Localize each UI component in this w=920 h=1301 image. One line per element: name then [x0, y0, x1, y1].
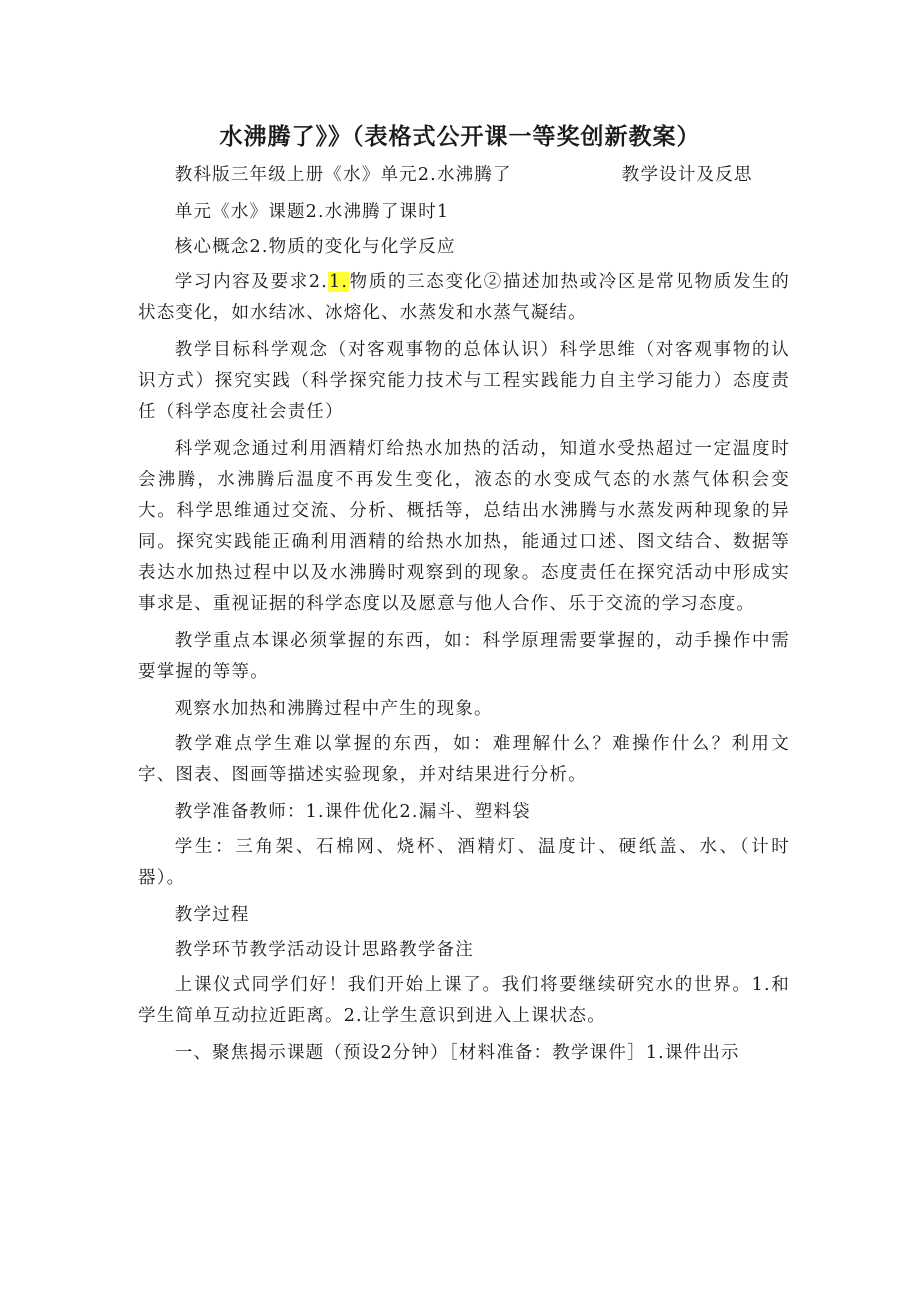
subtitle-left: 教科版三年级上册《水》单元2.水沸腾了 — [174, 165, 512, 185]
paragraph-difficulties: 教学难点学生难以掌握的东西，如：难理解什么？难操作什么？利用文字、图表、图画等描述实验现象，并对结果进行分析。 — [138, 734, 790, 785]
highlighted-text: 1. — [329, 272, 349, 292]
paragraph-teacher-prep: 教学准备教师：1.课件优化2.漏斗、塑料袋 — [174, 802, 531, 822]
paragraph-table-header: 教学环节教学活动设计思路教学备注 — [174, 940, 474, 960]
paragraph-objectives-detail: 科学观念通过利用酒精灯给热水加热的活动，知道水受热超过一定温度时会沸腾，水沸腾后温度不再发生变化，液态的水变成气态的水蒸气体积会变大。科学思维通过交流、分析、概括等，总结出水沸腾与水蒸发两种现象的异同。探究实践能正确利用酒精的给热水加热，能通过口述、图文结合、数据等表达水加热过程中以及水沸腾时观察到的现象。态度责任在探究活动中形成实事求是、重视证据的科学态度以及愿意与他人合作、乐于交流的学习态度。 — [138, 439, 790, 614]
paragraph-class-opening: 上课仪式同学们好！我们开始上课了。我们将要继续研究水的世界。1.和学生简单互动拉近距离。2.让学生意识到进入上课状态。 — [138, 975, 790, 1026]
paragraph-learning-content — [138, 267, 790, 329]
paragraph-subtitle — [138, 160, 790, 191]
paragraph-process: 教学过程 — [174, 905, 250, 925]
paragraph-student-prep: 学生：三角架、石棉网、烧杯、酒精灯、温度计、硬纸盖、水、（计时器）。 — [138, 837, 790, 888]
paragraph-section-one: 一、聚焦揭示课题（预设2分钟）［材料准备：教学课件］1.课件出示 — [174, 1043, 740, 1063]
document-body — [138, 160, 790, 1075]
paragraph-core-concept: 核心概念2.物质的变化与化学反应 — [174, 237, 456, 257]
learning-content-rest: 物质的三态变化②描述加热或冷区是常见物质发生的状态变化，如水结冰、冰熔化、水蒸发和水蒸气凝结。 — [138, 272, 790, 323]
paragraph-objectives: 教学目标科学观念（对客观事物的总体认识）科学思维（对客观事物的认识方式）探究实践（科学探究能力技术与工程实践能力自主学习能力）态度责任（科学态度社会责任） — [138, 340, 790, 422]
document-title: 水沸腾了》》（表格式公开课一等奖创新教案） — [219, 124, 701, 150]
paragraph-observation: 观察水加热和沸腾过程中产生的现象。 — [174, 699, 493, 719]
learning-content-lead: 学习内容及要求2. — [174, 272, 329, 292]
subtitle-right: 教学设计及反思 — [621, 165, 753, 185]
paragraph-unit: 单元《水》课题2.水沸腾了课时1 — [174, 202, 450, 222]
paragraph-key-points: 教学重点本课必须掌握的东西，如：科学原理需要掌握的，动手操作中需要掌握的等等。 — [138, 631, 790, 682]
